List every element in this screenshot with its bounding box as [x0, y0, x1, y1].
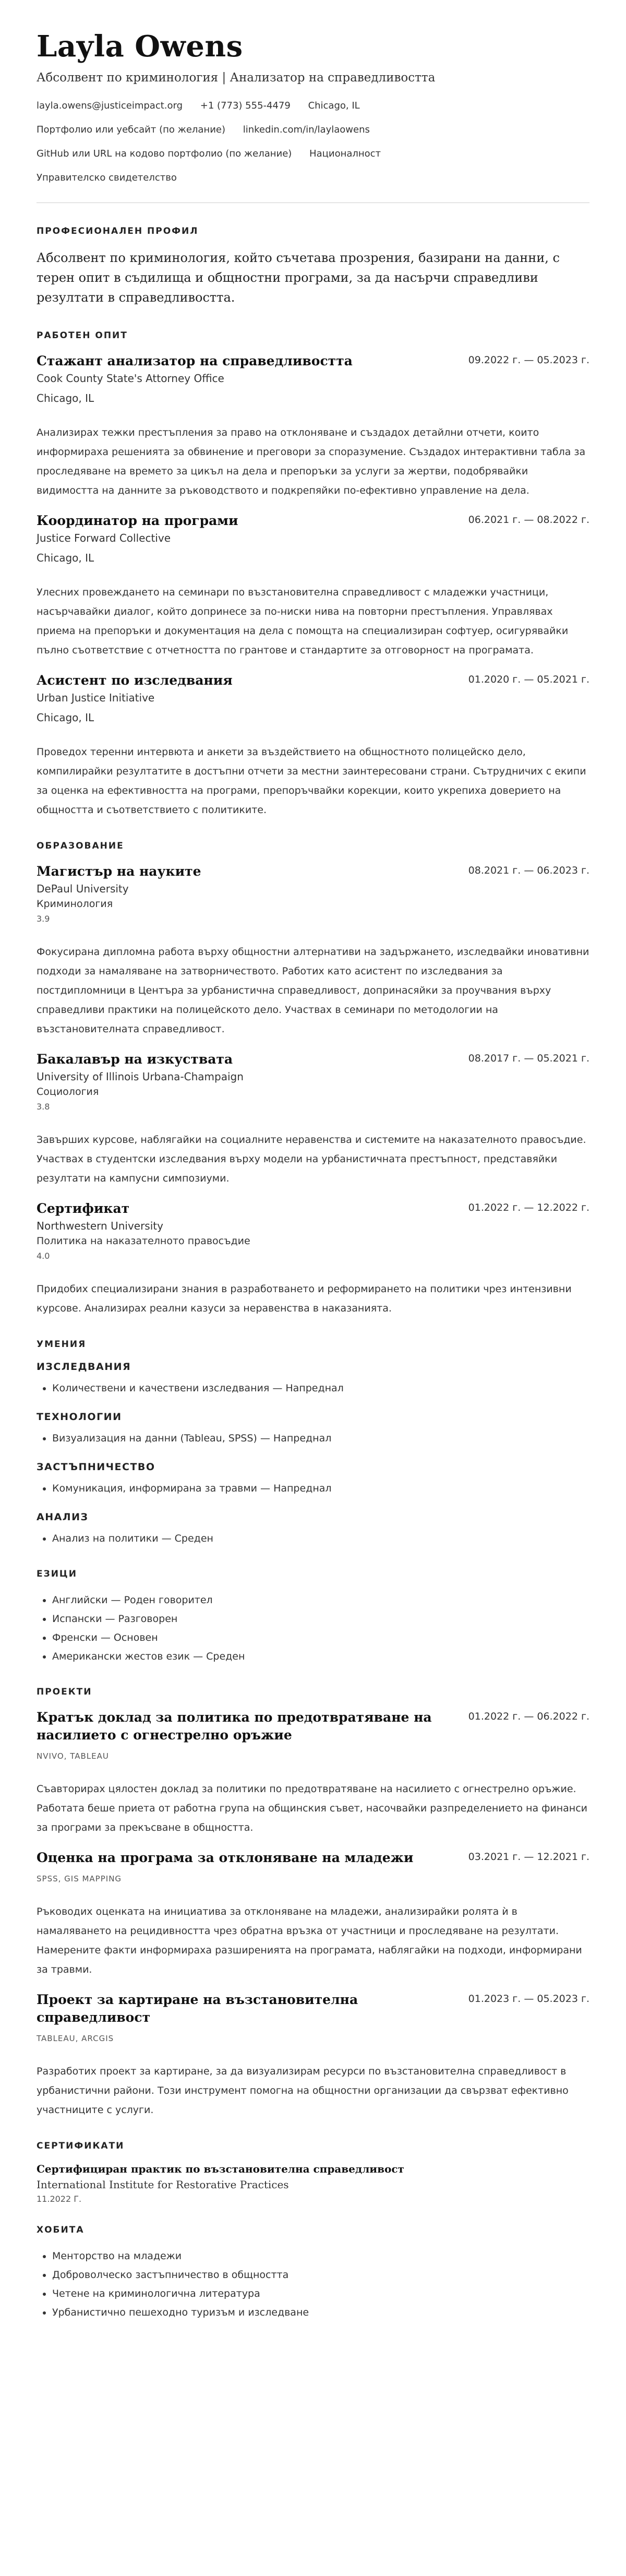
projects-list	[37, 1709, 589, 2120]
section-title: УМЕНИЯ	[37, 1339, 87, 1350]
entry-title: Кратък доклад за политика по предотвратяване на насилието с огнестрелно оръжие	[37, 1710, 432, 1743]
skills-section	[37, 1339, 589, 1548]
header-divider	[37, 202, 589, 203]
entry-tools: NVIVO, TABLEAU	[37, 1751, 109, 1761]
entry	[37, 1849, 589, 1979]
entry-tools: SPSS, GIS MAPPING	[37, 1874, 122, 1883]
entry	[37, 1709, 589, 1838]
entry-header	[37, 863, 589, 880]
entry-description: Завърших курсове, наблягайки на социалните неравенства и системите на наказателното правосъдие. Участвах в студентски изследвания върху модели на урбанистичната престъпност, представяйки резултати на кампусни симпозиуми.	[37, 1134, 586, 1184]
certifications-list	[37, 2163, 589, 2204]
entry-title: Проект за картиране на възстановителна справедливост	[37, 1992, 358, 2025]
entry-dates: 01.2022 г. — 06.2022 г.	[468, 1711, 589, 1722]
entry-dates: 09.2022 г. — 05.2023 г.	[468, 354, 589, 366]
entry-header	[37, 672, 589, 689]
list-item: • Испански — Разговорен	[52, 1609, 589, 1628]
entry-field: Социология	[37, 1086, 99, 1098]
entry-header	[37, 1051, 589, 1068]
section-title: ОБРАЗОВАНИЕ	[37, 841, 124, 851]
entry-description: Проведох теренни интервюта и анкети за въздействието на общностното полицейско дело, компилирайки резултатите в достъпни отчети за местни заинтересовани страни. Сътрудничих с екипи за оценка на ефективността на програми, препоръчвайки корекции, които укрепиха доверието на общността и съответствието с политиките.	[37, 746, 586, 816]
contact-nationality: Националност	[309, 148, 381, 159]
entry-location: Chicago, IL	[37, 552, 94, 564]
entry-title: Магистър на науките	[37, 864, 201, 879]
entry	[37, 512, 589, 660]
entry-organization: Justice Forward Collective	[37, 532, 171, 544]
entry-dates: 08.2017 г. — 05.2021 г.	[468, 1053, 589, 1064]
entry-title: Бакалавър на изкуствата	[37, 1052, 233, 1067]
entry-description: Улесних провеждането на семинари по възстановителна справедливост с младежки участници, насърчавайки диалог, който допринесе за по-ниски нива на повторни престъпления. Управлявах приема на препоръки и документация на дела с помощта на специализиран софтуер, осигурявайки пълно съответствие с отчетността по грантове и стандартите за отговорност на програмата.	[37, 587, 569, 656]
skill-item: • Комуникация, информирана за травми — Напреднал	[52, 1479, 589, 1498]
contact-row	[37, 148, 589, 160]
contact-license: Управителско свидетелство	[37, 172, 177, 183]
entry-institution: DePaul University	[37, 882, 129, 895]
list-item: • Френски — Основен	[52, 1628, 589, 1647]
entry-description: Анализирах тежки престъпления за право на отклоняване и създадох детайлни отчети, които информираха решенията за обвинение и преговори за споразумение. Създадох интерактивни табла за проследяване на времето за цикъл на дела и препоръки за услуги за жертви, подобрявайки видимостта на данните за ръководството и подкрепяйки по-ефективно управление на дела.	[37, 427, 586, 496]
entry-header	[37, 1849, 589, 1867]
entry-institution: Northwestern University	[37, 1220, 163, 1232]
entry-dates: 01.2023 г. — 05.2023 г.	[468, 1993, 589, 2005]
experience-section	[37, 330, 589, 820]
languages-section	[37, 1569, 589, 1666]
certification-entry	[37, 2163, 589, 2204]
entry-title: Оценка на програма за отклоняване на младежи	[37, 1850, 414, 1865]
entry-field: Политика на наказателното правосъдие	[37, 1235, 250, 1247]
entry-gpa: 4.0	[37, 1251, 50, 1261]
entry-dates: 06.2021 г. — 08.2022 г.	[468, 514, 589, 526]
contact-row	[37, 124, 589, 136]
projects-section	[37, 1687, 589, 2120]
entry-header	[37, 352, 589, 370]
entry-location: Chicago, IL	[37, 392, 94, 404]
entry-description: Фокусирана дипломна работа върху общностни алтернативи на задържането, изследвайки иновативни подходи за намаляване на затворничеството. Работих като асистент по изследвания за постдипломници в Центъра за урбанистична справедливост, допринасяйки за проучвания върху справедливи практики на полицейското дело. Участвах в семинари по методологии на възстановителната справедливост.	[37, 946, 589, 1035]
entry-header	[37, 1709, 589, 1744]
entry-organization: Cook County State's Attorney Office	[37, 372, 224, 385]
section-title: ЕЗИЦИ	[37, 1569, 77, 1579]
contact-location: Chicago, IL	[308, 100, 360, 111]
skill-category: ЗАСТЪПНИЧЕСТВО	[37, 1461, 155, 1473]
languages-list	[37, 1591, 589, 1666]
skill-category: АНАЛИЗ	[37, 1511, 89, 1523]
list-item: • Доброволческо застъпничество в общността	[52, 2265, 589, 2284]
skill-items	[37, 1479, 589, 1498]
skill-items	[37, 1529, 589, 1548]
skill-category: ИЗСЛЕДВАНИЯ	[37, 1361, 131, 1373]
skill-items	[37, 1429, 589, 1448]
entry-dates: 08.2021 г. — 06.2023 г.	[468, 865, 589, 876]
section-title: РАБОТЕН ОПИТ	[37, 330, 128, 341]
entry	[37, 1200, 589, 1318]
list-item: • Четене на криминологична литература	[52, 2284, 589, 2303]
list-item: • Английски — Роден говорител	[52, 1591, 589, 1609]
profile-section	[37, 226, 589, 307]
entry	[37, 1991, 589, 2120]
section-title: ПРОЕКТИ	[37, 1687, 92, 1697]
skill-item: • Визуализация на данни (Tableau, SPSS) — Напреднал	[52, 1429, 589, 1448]
education-section	[37, 841, 589, 1318]
skill-item: • Анализ на политики — Среден	[52, 1529, 589, 1548]
entry-gpa: 3.9	[37, 914, 50, 924]
list-item: • Американски жестов език — Среден	[52, 1647, 589, 1666]
entry-header	[37, 512, 589, 530]
contact-linkedin[interactable]: linkedin.com/in/laylaowens	[243, 124, 370, 135]
hobbies-list	[37, 2247, 589, 2322]
hobbies-section	[37, 2225, 589, 2322]
entry-description: Разработих проект за картиране, за да визуализирам ресурси по възстановителна справедливост в урбанистични райони. Този инструмент помогна на общностни организации да свързват ефективно участниците с услуги.	[37, 2066, 569, 2116]
contact-block	[37, 100, 589, 184]
resume-name: Layla Owens	[37, 29, 243, 64]
entry-description: Ръководих оценката на инициатива за отклоняване на младежи, анализирайки ролята ѝ в намаляването на рецидивността чрез обратна връзка от участници и проследяване на резултати. Намерените факти информираха разширенията на програмата, наблягайки на подходи, информирани за травми.	[37, 1906, 582, 1975]
entry-header	[37, 1200, 589, 1218]
entry-field: Криминология	[37, 898, 113, 910]
list-item: • Менторство на младежи	[52, 2247, 589, 2265]
contact-portfolio[interactable]: Портфолио или уебсайт (по желание)	[37, 124, 225, 135]
entry-gpa: 3.8	[37, 1102, 50, 1112]
resume-headline: Абсолвент по криминология | Анализатор на справедливостта	[37, 71, 436, 85]
section-title: СЕРТИФИКАТИ	[37, 2141, 125, 2151]
entry-dates: 03.2021 г. — 12.2021 г.	[468, 1851, 589, 1863]
entry-header	[37, 1991, 589, 2026]
entry-location: Chicago, IL	[37, 711, 94, 724]
entry-dates: 01.2020 г. — 05.2021 г.	[468, 674, 589, 685]
entry	[37, 672, 589, 820]
skills-list	[37, 1361, 589, 1548]
entry-institution: University of Illinois Urbana-Champaign	[37, 1070, 244, 1083]
contact-row	[37, 100, 589, 112]
section-title: ПРОФЕСИОНАЛЕН ПРОФИЛ	[37, 226, 199, 236]
section-title: ХОБИТА	[37, 2225, 85, 2235]
skill-item: • Количествени и качествени изследвания — Напреднал	[52, 1379, 589, 1398]
contact-phone[interactable]: +1 (773) 555-4479	[200, 100, 291, 111]
entry	[37, 352, 589, 500]
cert-name: Сертифициран практик по възстановителна справедливост	[37, 2163, 404, 2175]
entry-tools: TABLEAU, ARCGIS	[37, 2034, 114, 2043]
entry-description: Придобих специализирани знания в разработването и реформирането на политики чрез интензивни курсове. Анализирах реални казуси за неравенства в наказанията.	[37, 1283, 572, 1314]
profile-summary: Абсолвент по криминология, който съчетава прозрения, базирани на данни, с терен опит в съдилища и общностни програми, за да насърчи справедливи резултати в справедливостта.	[37, 251, 560, 305]
experience-list	[37, 352, 589, 820]
skill-items	[37, 1379, 589, 1398]
entry-title: Координатор на програми	[37, 513, 238, 528]
entry-description: Съавторирах цялостен доклад за политики по предотвратяване на насилието с огнестрелно оръжие. Работата беше приета от работна група на общинския съвет, насочвайки разпределението на финанси за програми за прекъсване в общността.	[37, 1783, 588, 1833]
entry-organization: Urban Justice Initiative	[37, 691, 155, 704]
entry-title: Сертификат	[37, 1201, 130, 1216]
cert-date: 11.2022 Г.	[37, 2194, 82, 2204]
contact-row	[37, 172, 589, 184]
skill-category: ТЕХНОЛОГИИ	[37, 1411, 122, 1423]
education-list	[37, 863, 589, 1318]
entry-title: Стажант анализатор на справедливостта	[37, 353, 353, 368]
certifications-section	[37, 2141, 589, 2204]
list-item: • Урбанистично пешеходно туризъм и изследване	[52, 2303, 589, 2322]
contact-email[interactable]: layla.owens@justiceimpact.org	[37, 100, 183, 111]
entry-title: Асистент по изследвания	[37, 673, 233, 688]
entry-dates: 01.2022 г. — 12.2022 г.	[468, 1202, 589, 1213]
cert-issuer: International Institute for Restorative Practices	[37, 2178, 289, 2191]
contact-github[interactable]: GitHub или URL на кодово портфолио (по желание)	[37, 148, 292, 159]
entry	[37, 863, 589, 1039]
entry	[37, 1051, 589, 1188]
